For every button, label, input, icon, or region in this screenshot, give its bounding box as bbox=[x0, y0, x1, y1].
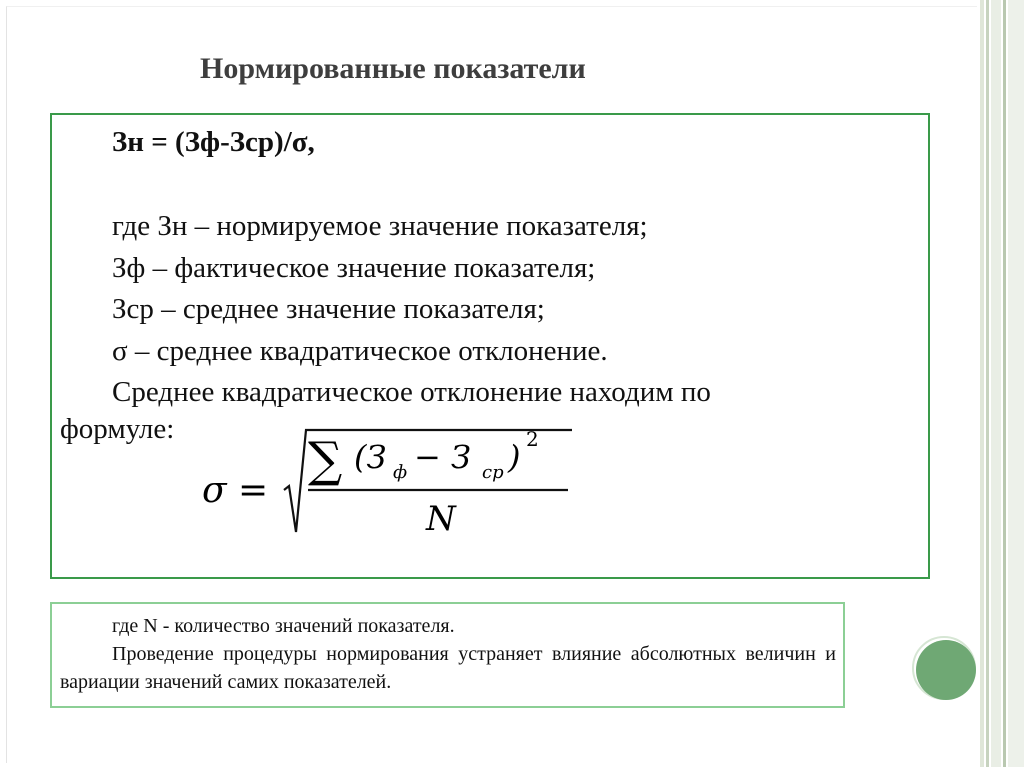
numerator-open: (З bbox=[354, 438, 387, 476]
formula-word: формуле: bbox=[60, 413, 175, 445]
definition-line: Зср – среднее значение показателя; bbox=[112, 293, 545, 325]
sigma-lhs: σ = bbox=[202, 470, 269, 511]
definition-line: Зф – фактическое значение показателя; bbox=[112, 251, 596, 284]
decor-stripe bbox=[1003, 0, 1006, 767]
numerator-close: ) bbox=[508, 438, 521, 476]
denominator: N bbox=[426, 499, 456, 539]
definition-line: σ – среднее квадратическое отклонение. bbox=[112, 334, 608, 367]
slide-title: Нормированные показатели bbox=[200, 52, 586, 85]
definition-line: Среднее квадратическое отклонение находим по bbox=[112, 376, 711, 408]
power-two: 2 bbox=[526, 427, 539, 451]
sigma-formula-image bbox=[196, 412, 576, 542]
decor-circle bbox=[916, 640, 976, 700]
normalized-formula: Зн = (Зф-Зср)/σ, bbox=[112, 126, 315, 158]
sum-sign: ∑ bbox=[308, 432, 343, 488]
note-line-1: где N - количество значений показателя. bbox=[112, 615, 455, 637]
note-line-2: Проведение процедуры нормирования устраняет влияние абсолютных величин и вариации значений самих показателей. bbox=[60, 643, 836, 693]
decor-stripe bbox=[1008, 0, 1024, 767]
sub-sr: ср bbox=[482, 462, 504, 483]
numerator-minus: − З bbox=[414, 438, 471, 476]
decor-stripe bbox=[986, 0, 989, 767]
sub-f: ф bbox=[393, 462, 408, 483]
decor-stripe bbox=[991, 0, 1001, 767]
definitions-list bbox=[112, 206, 892, 414]
decor-stripe bbox=[980, 0, 984, 767]
note-text bbox=[60, 612, 836, 696]
definition-line: где Зн – нормируемое значение показателя; bbox=[112, 210, 648, 242]
